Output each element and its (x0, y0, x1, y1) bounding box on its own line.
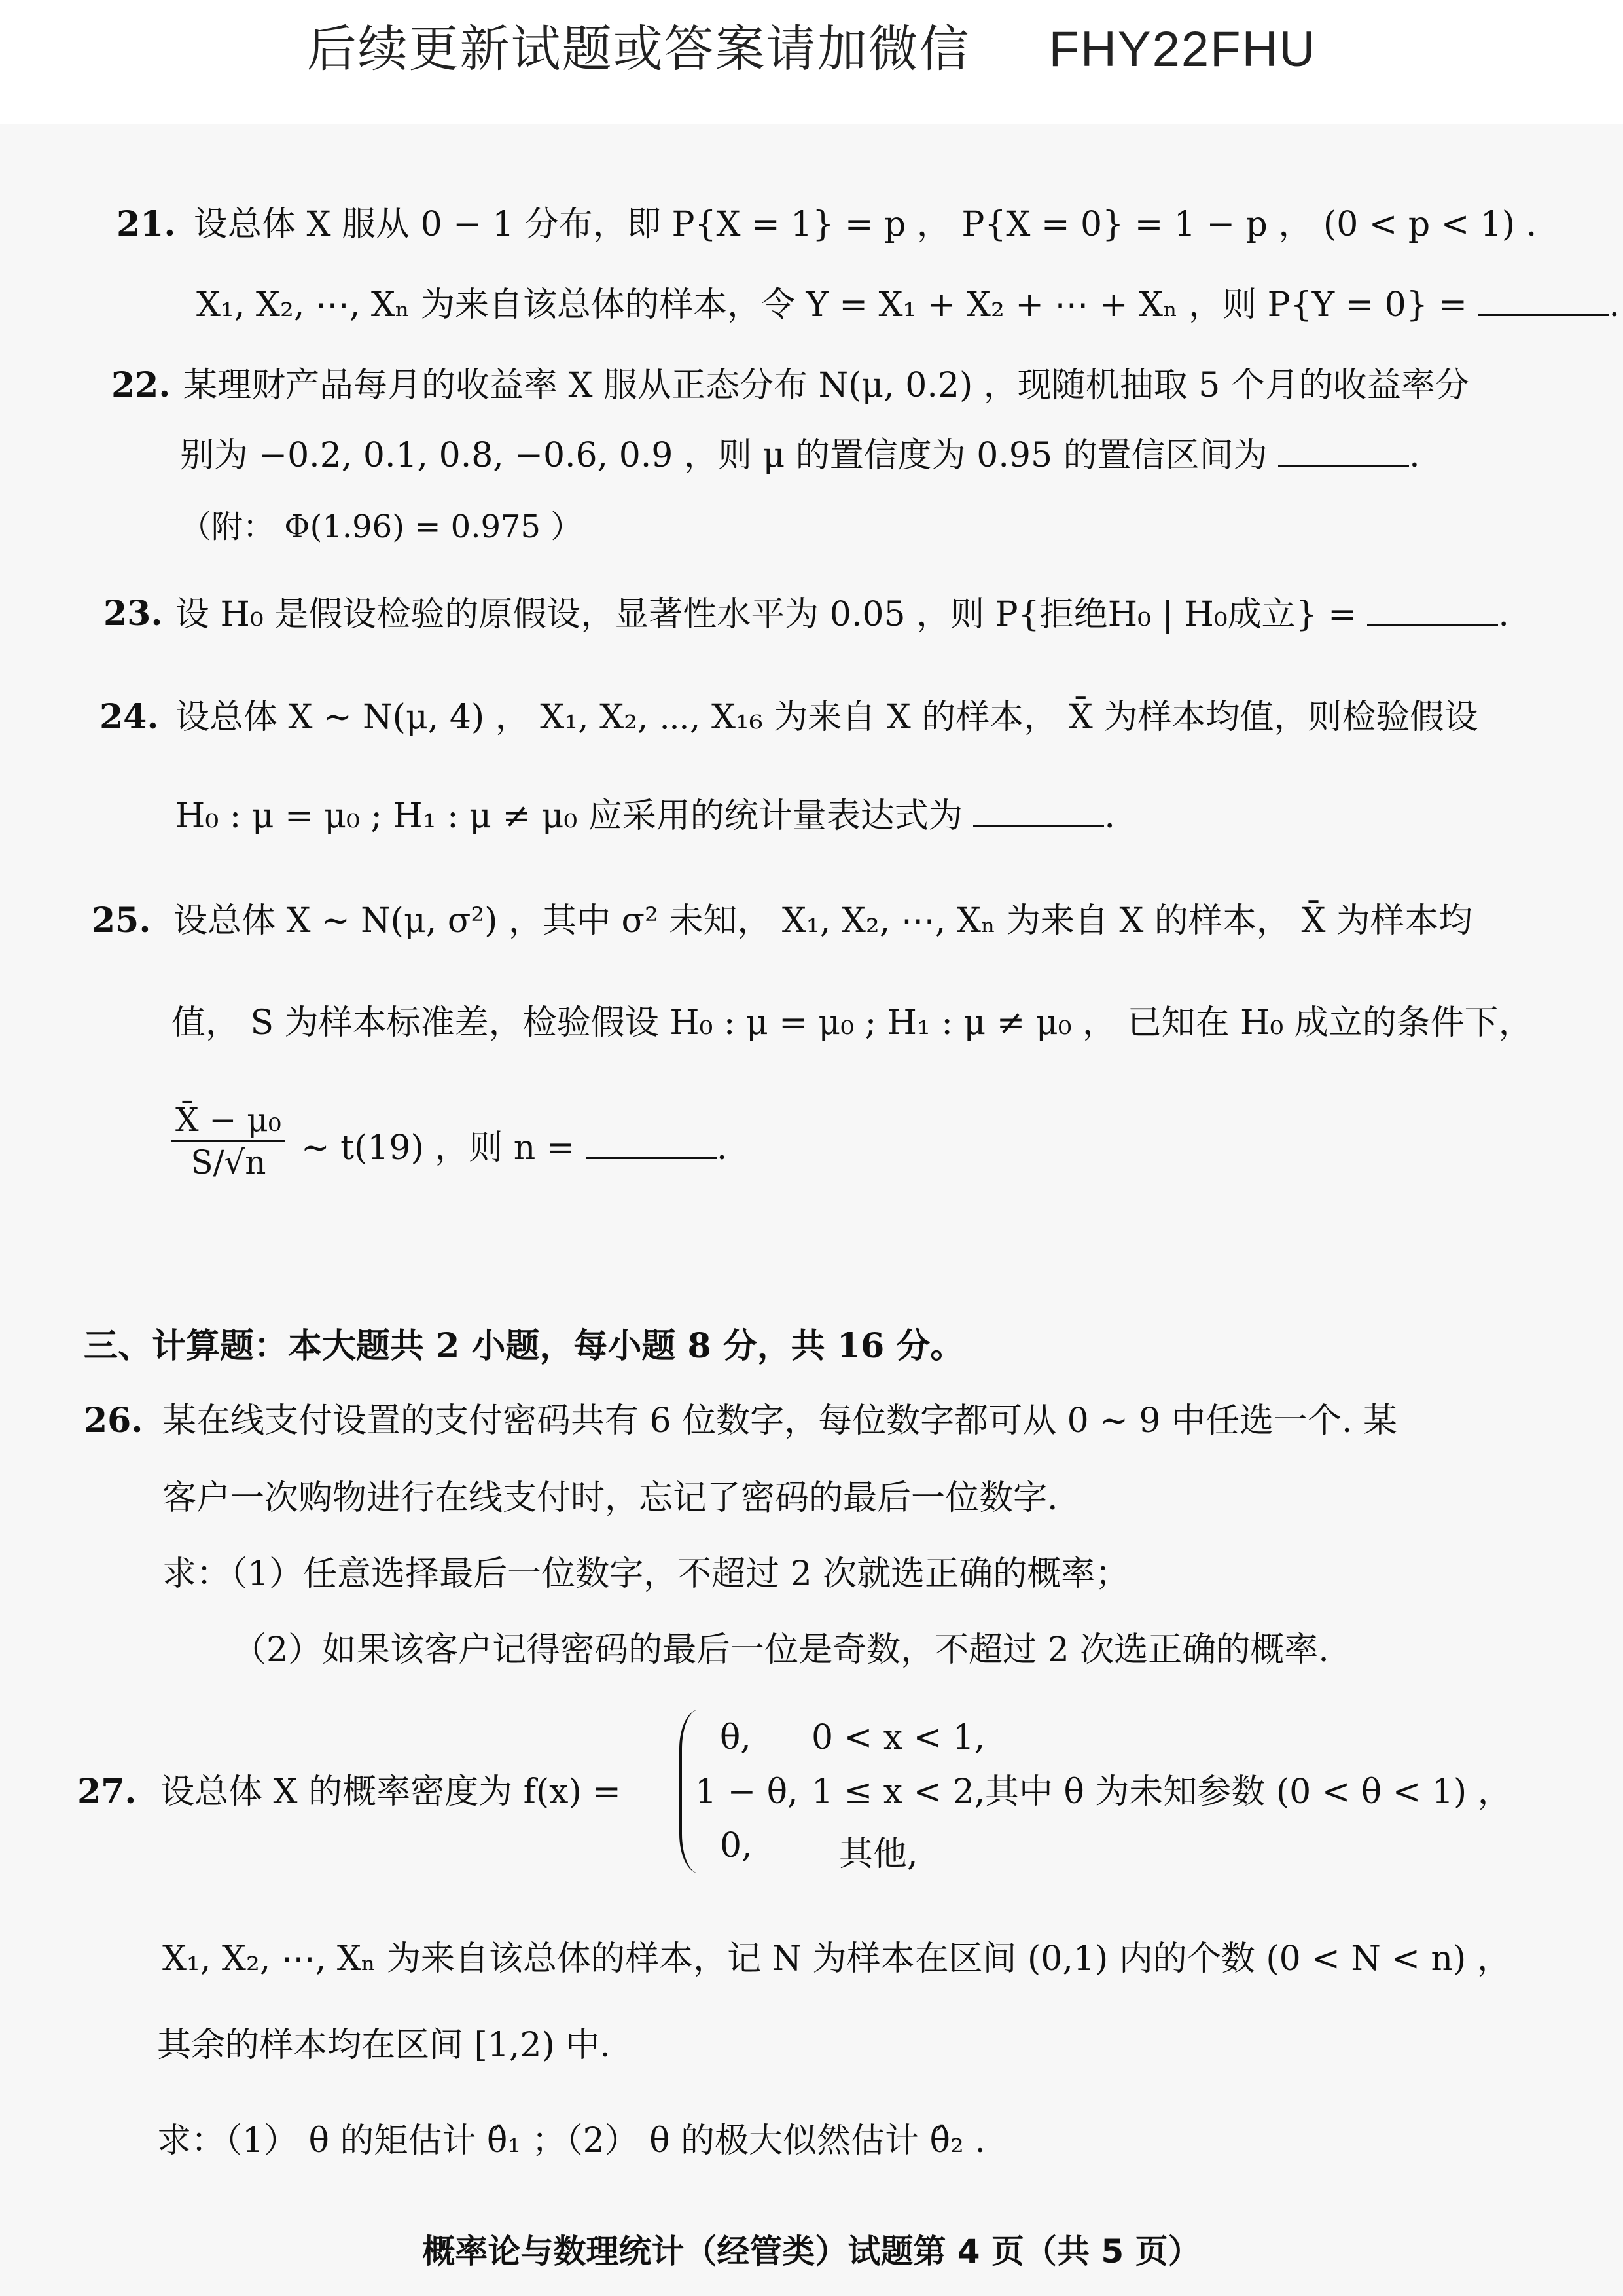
question-text: 设总体 X 的概率密度为 f(x) = (160, 1772, 621, 1812)
question-number: 24. (99, 697, 159, 737)
header-banner (0, 0, 1623, 124)
answer-blank (1278, 433, 1409, 467)
answer-blank (1478, 283, 1609, 316)
question-text: 别为 −0.2, 0.1, 0.8, −0.6, 0.9 ，则 μ 的置信度为 0.95 的置信区间为 . (180, 433, 1420, 477)
case-condition: 1 ≤ x < 2, (812, 1772, 986, 1812)
question-text: 其中 θ 为未知参数 (0 < θ < 1) ， (985, 1772, 1512, 1812)
banner-text: 后续更新试题或答案请加微信 (306, 20, 971, 78)
question-text: 值， S 为样本标准差，检验假设 H₀ : μ = μ₀ ; H₁ : μ ≠ μ₀ ， 已知在 H₀ 成立的条件下， (171, 1003, 1533, 1043)
question-text: H₀ : μ = μ₀ ; H₁ : μ ≠ μ₀ 应采用的统计量表达式为 . (175, 794, 1115, 838)
case-value: 0, (720, 1826, 753, 1865)
fraction-denominator: S/√n (190, 1143, 266, 1181)
answer-blank (1367, 592, 1498, 626)
question-subpart: （2）如果该客户记得密码的最后一位是奇数，不超过 2 次选正确的概率. (232, 1630, 1329, 1670)
question-number: 26. (84, 1401, 143, 1441)
question-note: （附： Φ(1.96) = 0.975 ） (180, 509, 582, 545)
question-subpart: 求：（1） θ 的矩估计 θ̂₁ ；（2） θ 的极大似然估计 θ̂₂ . (157, 2121, 986, 2161)
question-text: 设总体 X ~ N(μ, σ²) ，其中 σ² 未知， X₁, X₂, ⋯, Xₙ 为来自 X 的样本， X̄ 为样本均 (173, 901, 1473, 941)
case-condition: 0 < x < 1, (812, 1718, 986, 1757)
banner-code: FHY22FHU (1048, 22, 1317, 77)
question-subpart: 求：（1）任意选择最后一位数字，不超过 2 次就选正确的概率； (162, 1554, 1130, 1594)
question-number: 25. (92, 901, 151, 941)
question-text: X₁, X₂, ⋯, Xₙ 为来自该总体的样本，记 N 为样本在区间 (0,1) 内的个数 (0 < N < n) ， (162, 1939, 1511, 1979)
case-condition: 其他, (839, 1835, 918, 1874)
section-heading: 三、计算题：本大题共 2 小题，每小题 8 分，共 16 分。 (84, 1326, 965, 1366)
case-value: θ, (720, 1718, 751, 1757)
question-text: 设总体 X ~ N(μ, 4) ， X₁, X₂, ⋯, X₁₆ 为来自 X 的样本， X̄ 为样本均值，则检验假设 (175, 698, 1478, 737)
question-text: 客户一次购物进行在线支付时，忘记了密码的最后一位数字. (162, 1479, 1058, 1518)
question-text: 其余的样本均在区间 [1,2) 中. (157, 2026, 611, 2065)
question-number: 22. (111, 365, 171, 405)
question-text: X₁, X₂, ⋯, Xₙ 为来自该总体的样本，令 Y = X₁ + X₂ + ⋯ + Xₙ ，则 P{Y = 0} = . (196, 283, 1620, 327)
question-text: 设总体 X 服从 0 − 1 分布，即 P{X = 1} = p ， P{X = 0} = 1 − p ， (0 < p < 1) . (194, 205, 1537, 244)
question-text: ~ t(19) ，则 n = . (301, 1126, 727, 1170)
question-text: 设 H₀ 是假设检验的原假设，显著性水平为 0.05 ，则 P{拒绝H₀ | H₀成立} = . (175, 592, 1509, 636)
answer-blank (973, 794, 1104, 827)
answer-blank (586, 1126, 717, 1159)
case-value: 1 − θ, (695, 1772, 798, 1812)
question-number: 27. (77, 1772, 137, 1812)
question-text: 某在线支付设置的支付密码共有 6 位数字，每位数字都可从 0 ~ 9 中任选一个. 某 (162, 1401, 1398, 1441)
fraction-numerator: X̄ − μ₀ (171, 1100, 285, 1142)
question-number: 21. (116, 204, 176, 244)
page-footer: 概率论与数理统计（经管类）试题第 4 页（共 5 页） (422, 2233, 1201, 2270)
question-number: 23. (103, 594, 163, 634)
question-text: 某理财产品每月的收益率 X 服从正态分布 N(μ, 0.2) ，现随机抽取 5 个月的收益率分 (183, 366, 1469, 405)
test-statistic-fraction (171, 1100, 285, 1183)
